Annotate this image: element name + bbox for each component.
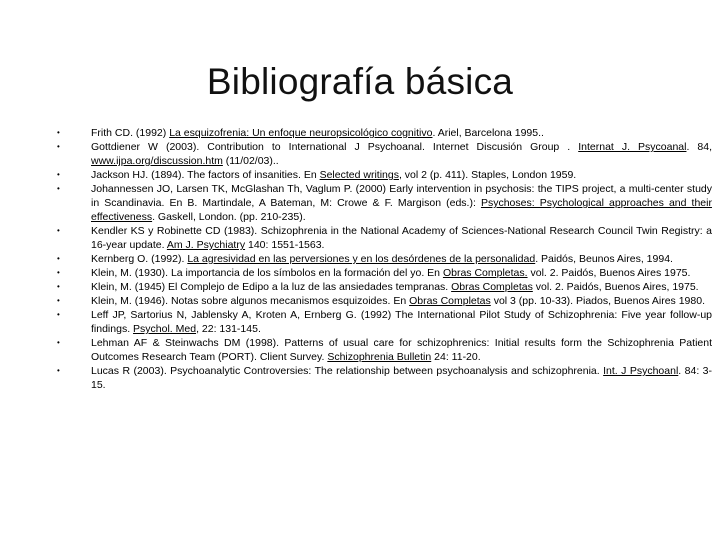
reference-underlined-text: La agresividad en las perversiones y en los desórdenes de la personalidad [187,253,536,265]
reference-text: Gottdiener W (2003). Contribution to International J Psychoanal. Internet Discusión Group . [91,141,579,153]
reference-text: Kendler KS y Robinette CD (1983). Schizophrenia in the National Academy of Sciences-National Research Council Twin Registry: a 16-year update. [91,225,712,251]
reference-underlined-text: Selected writings [319,169,399,181]
bullet-icon: • [57,338,60,347]
reference-text: , vol 2 (p. 411). Staples, London 1959. [398,169,577,181]
reference-item [57,126,712,140]
reference-item [57,266,712,280]
reference-underlined-text: Am J. Psychiatry [166,239,246,251]
bullet-icon: • [57,184,60,193]
bullet-icon: • [57,142,60,151]
reference-text: Johannessen JO, Larsen TK, McGlashan Th, Vaglum P. (2000) Early intervention in psychosis: the TIPS project, a multi-center study in Scandinavia. En B. Martindale, A Bateman, M: Crowe & F. Margison (eds.): [91,183,712,209]
reference-text: . Paidós, Beunos Aires, 1994. [535,253,673,265]
reference-item [57,336,712,364]
reference-item [57,168,712,182]
reference-underlined-text: Schizophrenia Bulletin [327,351,432,363]
reference-item [57,294,712,308]
reference-item [57,140,712,168]
reference-text: Klein, M. (1945) El Complejo de Edipo a la luz de las ansiedades tempranas. [91,281,452,293]
reference-underlined-text: Psychol. Med [133,323,197,335]
reference-text: (11/02/03).. [222,155,279,167]
bullet-icon: • [57,366,60,375]
bullet-icon: • [57,128,60,137]
reference-text: Leff JP, Sartorius N, Jablensky A, Kroten A, Ernberg G. (1992) The International Pilot Study of Schizophrenia: Five year follow-up findings. [91,309,712,335]
reference-text: Klein, M. (1930). La importancia de los símbolos en la formación del yo. En [91,267,443,279]
bullet-icon: • [57,310,60,319]
reference-underlined-text: Obras Completas [409,295,491,307]
reference-text: Klein, M. (1946). Notas sobre algunos mecanismos esquizoides. En [91,295,410,307]
reference-text: . 84, [686,141,712,153]
bullet-icon: • [57,268,60,277]
reference-text: Jackson HJ. (1894). The factors of insanities. En [91,169,320,181]
reference-text: . Ariel, Barcelona 1995.. [432,127,544,139]
reference-item [57,364,712,392]
reference-text: . Gaskell, London. (pp. 210-235). [152,211,306,223]
reference-underlined-text: Obras Completas. [442,267,528,279]
reference-item [57,280,712,294]
reference-text: vol. 2. Paidós, Buenos Aires 1975. [527,267,691,279]
bullet-icon: • [57,282,60,291]
reference-text: 140: 1551-1563. [245,239,325,251]
reference-text: Kernberg O. (1992). [91,253,188,265]
bullet-icon: • [57,226,60,235]
reference-list [57,126,712,392]
reference-underlined-text: Int. J Psychoanl [603,365,679,377]
reference-text: vol. 2. Paidós, Buenos Aires, 1975. [532,281,699,293]
reference-underlined-text: Psychoses: Psychological approaches and their effectiveness [91,197,712,223]
reference-text: Lehman AF & Steinwachs DM (1998). Patterns of usual care for schizophrenics: Initial results form the Schizophrenia Patient Outcomes Research Team (PORT). Client Survey. [91,337,712,363]
reference-item [57,308,712,336]
bullet-icon: • [57,254,60,263]
bullet-icon: • [57,296,60,305]
reference-item [57,252,712,266]
reference-text: . 84: 3-15. [91,365,713,391]
reference-underlined-text: La esquizofrenia: Un enfoque neuropsicológico cognitivo [169,127,433,139]
reference-text: Frith CD. (1992) [91,127,170,139]
reference-underlined-text: www.ijpa.org/discussion.htm [91,155,223,167]
reference-item [57,182,712,224]
reference-text: vol 3 (pp. 10-33). Piados, Buenos Aires 1980. [490,295,705,307]
reference-underlined-text: Internat J. Psycoanal [578,141,687,153]
reference-text: , 22: 131-145. [196,323,261,335]
bullet-icon: • [57,170,60,179]
slide-title: Bibliografía básica [206,61,514,102]
reference-text: 24: 11-20. [431,351,481,363]
reference-underlined-text: Obras Completas [451,281,533,293]
reference-item [57,224,712,252]
reference-text: Lucas R (2003). Psychoanalytic Controversies: The relationship between psychoanalysis and schizophrenia. [91,365,604,377]
